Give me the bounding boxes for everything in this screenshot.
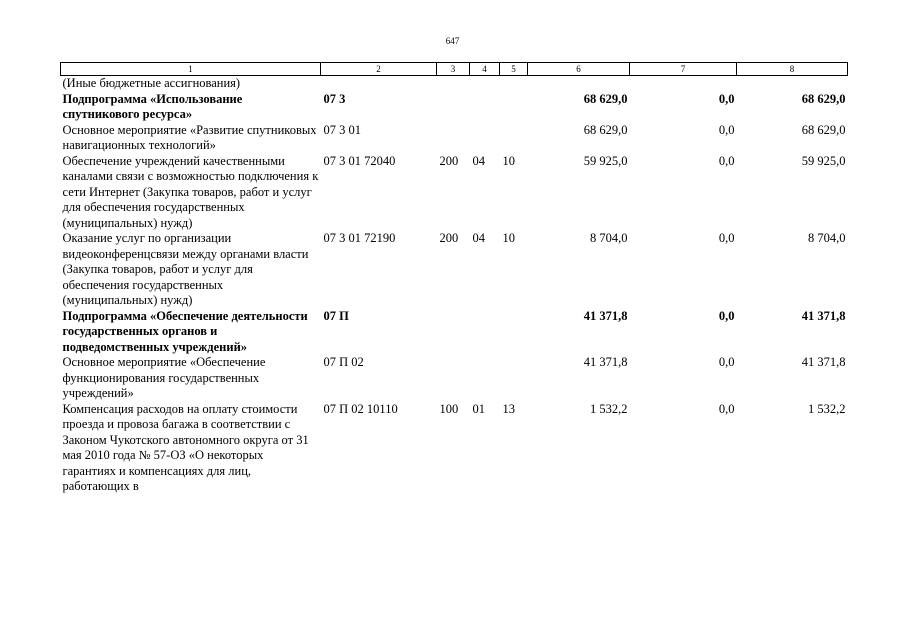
row-value-6 [528,76,630,92]
row-vr: 200 [439,153,459,168]
row-code: 07 3 [323,91,346,106]
row-rz [470,123,500,154]
row-value-7: 0,0 [718,231,735,245]
row-value-6: 8 704,0 [590,231,628,245]
row-code: 07 3 01 [323,122,361,137]
row-vr [437,355,470,402]
table-row [61,402,848,495]
row-value-6: 41 371,8 [583,308,628,323]
row-name: Основное мероприятие «Развитие спутниковых навигационных технологий» [62,122,317,152]
table-row [61,92,848,123]
row-value-8: 1 532,2 [808,401,846,416]
row-pr [500,309,528,356]
row-rz: 01 [472,401,485,416]
row-value-7: 0,0 [718,308,735,323]
row-name: Оказание услуг по организации видеоконференцсвязи между органами власти (Закупка товаров, работ и услуг для обеспечения государственных (муниципальных) нужд) [62,231,309,307]
row-pr: 10 [502,153,515,168]
row-value-7: 0,0 [718,153,735,168]
row-rz [470,309,500,356]
column-header: 7 [630,63,737,76]
row-value-8: 59 925,0 [801,153,846,168]
table-row [61,154,848,232]
row-value-6: 68 629,0 [583,122,628,137]
row-value-8: 68 629,0 [801,91,846,106]
row-value-8: 41 371,8 [801,308,846,323]
row-vr [437,76,470,92]
column-header: 1 [61,63,321,76]
row-vr [437,92,470,123]
row-value-7: 0,0 [718,91,735,106]
row-code: 07 П 02 [323,355,364,369]
row-value-7: 0,0 [718,401,735,416]
row-pr: 10 [502,231,515,245]
table-header-row [61,63,848,76]
row-name: Обеспечение учреждений качественными каналами связи с возможностью подключения к сети Интернет (Закупка товаров, работ и услуг для обеспечения государственных (муниципальных) нужд) [62,153,319,230]
column-header: 2 [321,63,437,76]
row-code: 07 П [323,308,349,323]
row-name: Компенсация расходов на оплату стоимости проезда и провоза багажа в соответствии с Законом Чукотского автономного округа от 31 мая 2010 года № 57-ОЗ «О некоторых гарантиях и компенсациях для лиц, работающих в [62,401,309,493]
row-value-7: 0,0 [718,122,735,137]
row-vr [437,309,470,356]
table-row [61,76,848,92]
row-name: Основное мероприятие «Обеспечение функционирования государственных учреждений» [62,355,266,400]
row-code: 07 П 02 10110 [323,401,398,416]
column-header: 3 [437,63,470,76]
row-rz: 04 [472,231,485,245]
row-value-6: 59 925,0 [583,153,628,168]
row-value-8: 8 704,0 [808,231,846,245]
budget-table [60,62,848,495]
row-value-6: 68 629,0 [583,91,628,106]
column-header: 8 [737,63,848,76]
row-code: 07 3 01 72040 [323,153,396,168]
column-header: 4 [470,63,500,76]
row-pr [500,76,528,92]
row-pr [500,92,528,123]
row-vr: 100 [439,401,459,416]
row-value-8: 68 629,0 [801,122,846,137]
page-number: 647 [445,36,460,46]
row-vr: 200 [439,231,459,245]
row-name: Подпрограмма «Использование спутникового ресурса» [62,91,243,121]
column-header: 6 [528,63,630,76]
row-name: Подпрограмма «Обеспечение деятельности государственных органов и подведомственных учреждений» [62,308,308,354]
row-rz: 04 [472,153,485,168]
row-value-6: 1 532,2 [590,401,628,416]
row-pr [500,355,528,402]
table-row [61,309,848,356]
row-code [321,76,437,92]
row-value-8 [737,76,848,92]
row-value-6: 41 371,8 [583,355,628,369]
row-rz [470,76,500,92]
table-row [61,231,848,309]
row-rz [470,92,500,123]
row-vr [437,123,470,154]
row-value-7 [630,76,737,92]
row-pr: 13 [502,401,515,416]
row-rz [470,355,500,402]
row-value-8: 41 371,8 [801,355,846,369]
table-row [61,123,848,154]
column-header: 5 [500,63,528,76]
table-row [61,355,848,402]
row-pr [500,123,528,154]
row-name: (Иные бюджетные ассигнования) [62,76,241,90]
row-code: 07 3 01 72190 [323,231,396,245]
row-value-7: 0,0 [718,355,735,369]
